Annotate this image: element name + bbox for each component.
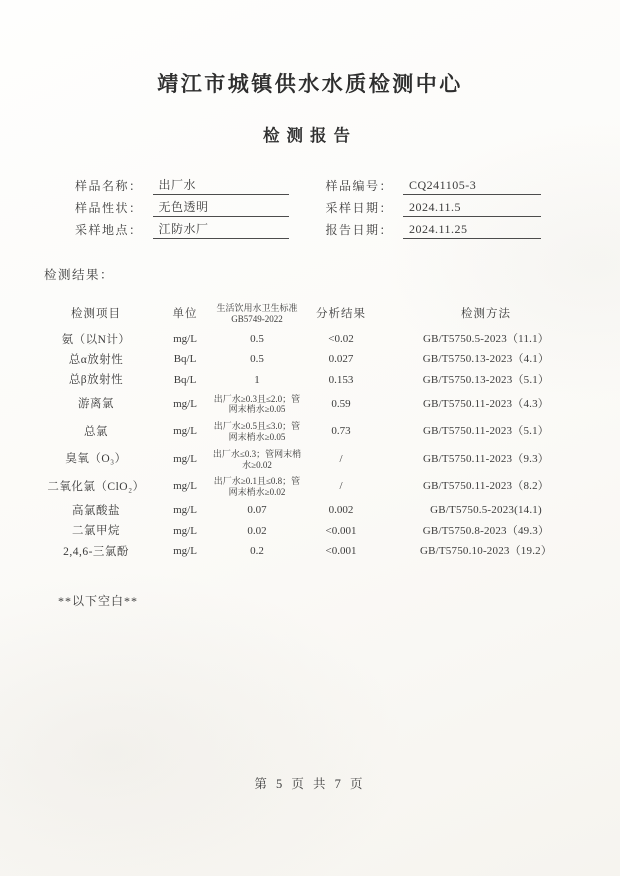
cell-method: GB/T5750.10-2023（19.2） — [419, 545, 553, 558]
cell-unit: mg/L — [173, 524, 197, 537]
col-header-result: 分析结果 — [316, 308, 366, 321]
cell-item: 总β放射性 — [68, 374, 124, 387]
cell-unit: mg/L — [173, 397, 197, 410]
cell-standard: 0.5 — [250, 353, 264, 366]
table-row — [30, 542, 596, 562]
cell-item: 二氧化氯（ClO₂） — [47, 481, 145, 494]
cell-item: 总氯 — [84, 425, 108, 438]
table-row — [30, 501, 596, 521]
cell-result: <0.001 — [325, 524, 357, 537]
field-value: 江防水厂 — [153, 222, 289, 239]
org-title: 靖江市城镇供水水质检测中心 — [157, 72, 463, 96]
cell-method: GB/T5750.13-2023（5.1） — [422, 373, 550, 386]
cell-result: / — [339, 452, 343, 465]
cell-standard: 出厂水≤0.3；管网末梢水≥0.02 — [212, 448, 302, 470]
field-label: 采样日期： — [325, 201, 393, 215]
cell-item: 臭氧（O₃） — [65, 453, 127, 466]
cell-method: GB/T5750.11-2023（8.2） — [422, 480, 549, 493]
sample-info-left — [75, 173, 289, 239]
cell-unit: mg/L — [173, 425, 197, 438]
field-label: 样品编号： — [325, 179, 393, 193]
field-value: 无色透明 — [153, 200, 289, 217]
cell-result: / — [339, 480, 343, 493]
cell-standard: 出厂水≥0.5且≤3.0；管网末梢水≥0.05 — [213, 421, 301, 443]
field-label: 采样地点： — [75, 223, 143, 237]
field-row — [325, 217, 541, 239]
table-row — [30, 473, 596, 501]
cell-result: 0.002 — [328, 504, 354, 517]
cell-result: 0.59 — [331, 397, 351, 410]
field-label: 样品名称： — [75, 179, 143, 193]
page-number: 第 5 页 共 7 页 — [254, 777, 366, 791]
cell-result: 0.73 — [331, 425, 351, 438]
cell-item: 高氯酸盐 — [72, 505, 120, 517]
cell-result: 0.153 — [328, 373, 354, 386]
cell-standard: 0.5 — [250, 332, 264, 345]
cell-standard: 0.07 — [247, 504, 267, 517]
table-row — [30, 370, 596, 390]
results-section-label: 检测结果： — [44, 268, 115, 282]
cell-result: 0.027 — [328, 353, 354, 366]
cell-method: GB/T5750.13-2023（4.1） — [422, 353, 550, 366]
field-row — [325, 173, 541, 195]
col-header-method: 检测方法 — [461, 308, 511, 321]
cell-method: GB/T5750.11-2023（4.3） — [422, 397, 549, 410]
field-row — [325, 195, 541, 217]
field-row — [75, 217, 289, 239]
cell-item: 二氯甲烷 — [72, 525, 120, 538]
cell-standard: 出厂水≥0.1且≤0.8；管网末梢水≥0.02 — [213, 476, 301, 498]
table-body — [30, 330, 596, 563]
cell-unit: mg/L — [173, 332, 197, 345]
col-header-unit: 单位 — [172, 308, 198, 321]
cell-method: GB/T5750.11-2023（5.1） — [422, 425, 549, 438]
cell-result: <0.02 — [328, 332, 354, 345]
cell-item: 2,4,6-三氯酚 — [63, 545, 129, 558]
cell-unit: mg/L — [173, 452, 197, 465]
cell-item: 总α放射性 — [68, 353, 124, 366]
sample-info — [0, 173, 620, 239]
field-row — [75, 195, 289, 217]
table-row — [30, 446, 596, 474]
cell-unit: mg/L — [173, 480, 197, 493]
cell-method: GB/T5750.11-2023（9.3） — [422, 452, 549, 465]
table-row — [30, 350, 596, 370]
sample-info-right — [325, 173, 541, 239]
cell-unit: Bq/L — [173, 373, 197, 386]
cell-unit: mg/L — [173, 504, 197, 517]
field-value: 2024.11.25 — [403, 222, 541, 239]
report-title: 检测报告 — [263, 126, 357, 145]
cell-item: 氨（以N计） — [61, 333, 131, 346]
results-table — [30, 301, 596, 562]
cell-standard: 1 — [254, 373, 260, 386]
field-label: 样品性状： — [75, 201, 143, 215]
cell-standard: 0.2 — [250, 545, 264, 558]
cell-standard: 0.02 — [247, 524, 267, 537]
table-row — [30, 330, 596, 350]
field-row — [75, 173, 289, 195]
table-row — [30, 521, 596, 541]
field-value: 2024.11.5 — [403, 200, 541, 217]
col-header-standard: 生活饮用水卫生标准GB5749-2022 — [216, 303, 298, 325]
cell-method: GB/T5750.5-2023(14.1) — [430, 504, 542, 517]
table-row — [30, 391, 596, 419]
field-value: 出厂水 — [153, 178, 289, 195]
table-row — [30, 418, 596, 446]
table-header-row — [30, 301, 596, 330]
cell-unit: mg/L — [173, 545, 197, 558]
cell-item: 游离氯 — [78, 398, 114, 411]
cell-method: GB/T5750.8-2023（49.3） — [422, 524, 550, 537]
field-value: CQ241105-3 — [403, 178, 541, 195]
cell-method: GB/T5750.5-2023（11.1） — [422, 332, 549, 345]
blank-note: **以下空白** — [58, 594, 139, 609]
cell-result: <0.001 — [325, 545, 357, 558]
cell-standard: 出厂水≥0.3且≤2.0；管网末梢水≥0.05 — [213, 393, 301, 415]
field-label: 报告日期： — [325, 223, 393, 237]
col-header-item: 检测项目 — [71, 308, 121, 321]
cell-unit: Bq/L — [173, 353, 197, 366]
